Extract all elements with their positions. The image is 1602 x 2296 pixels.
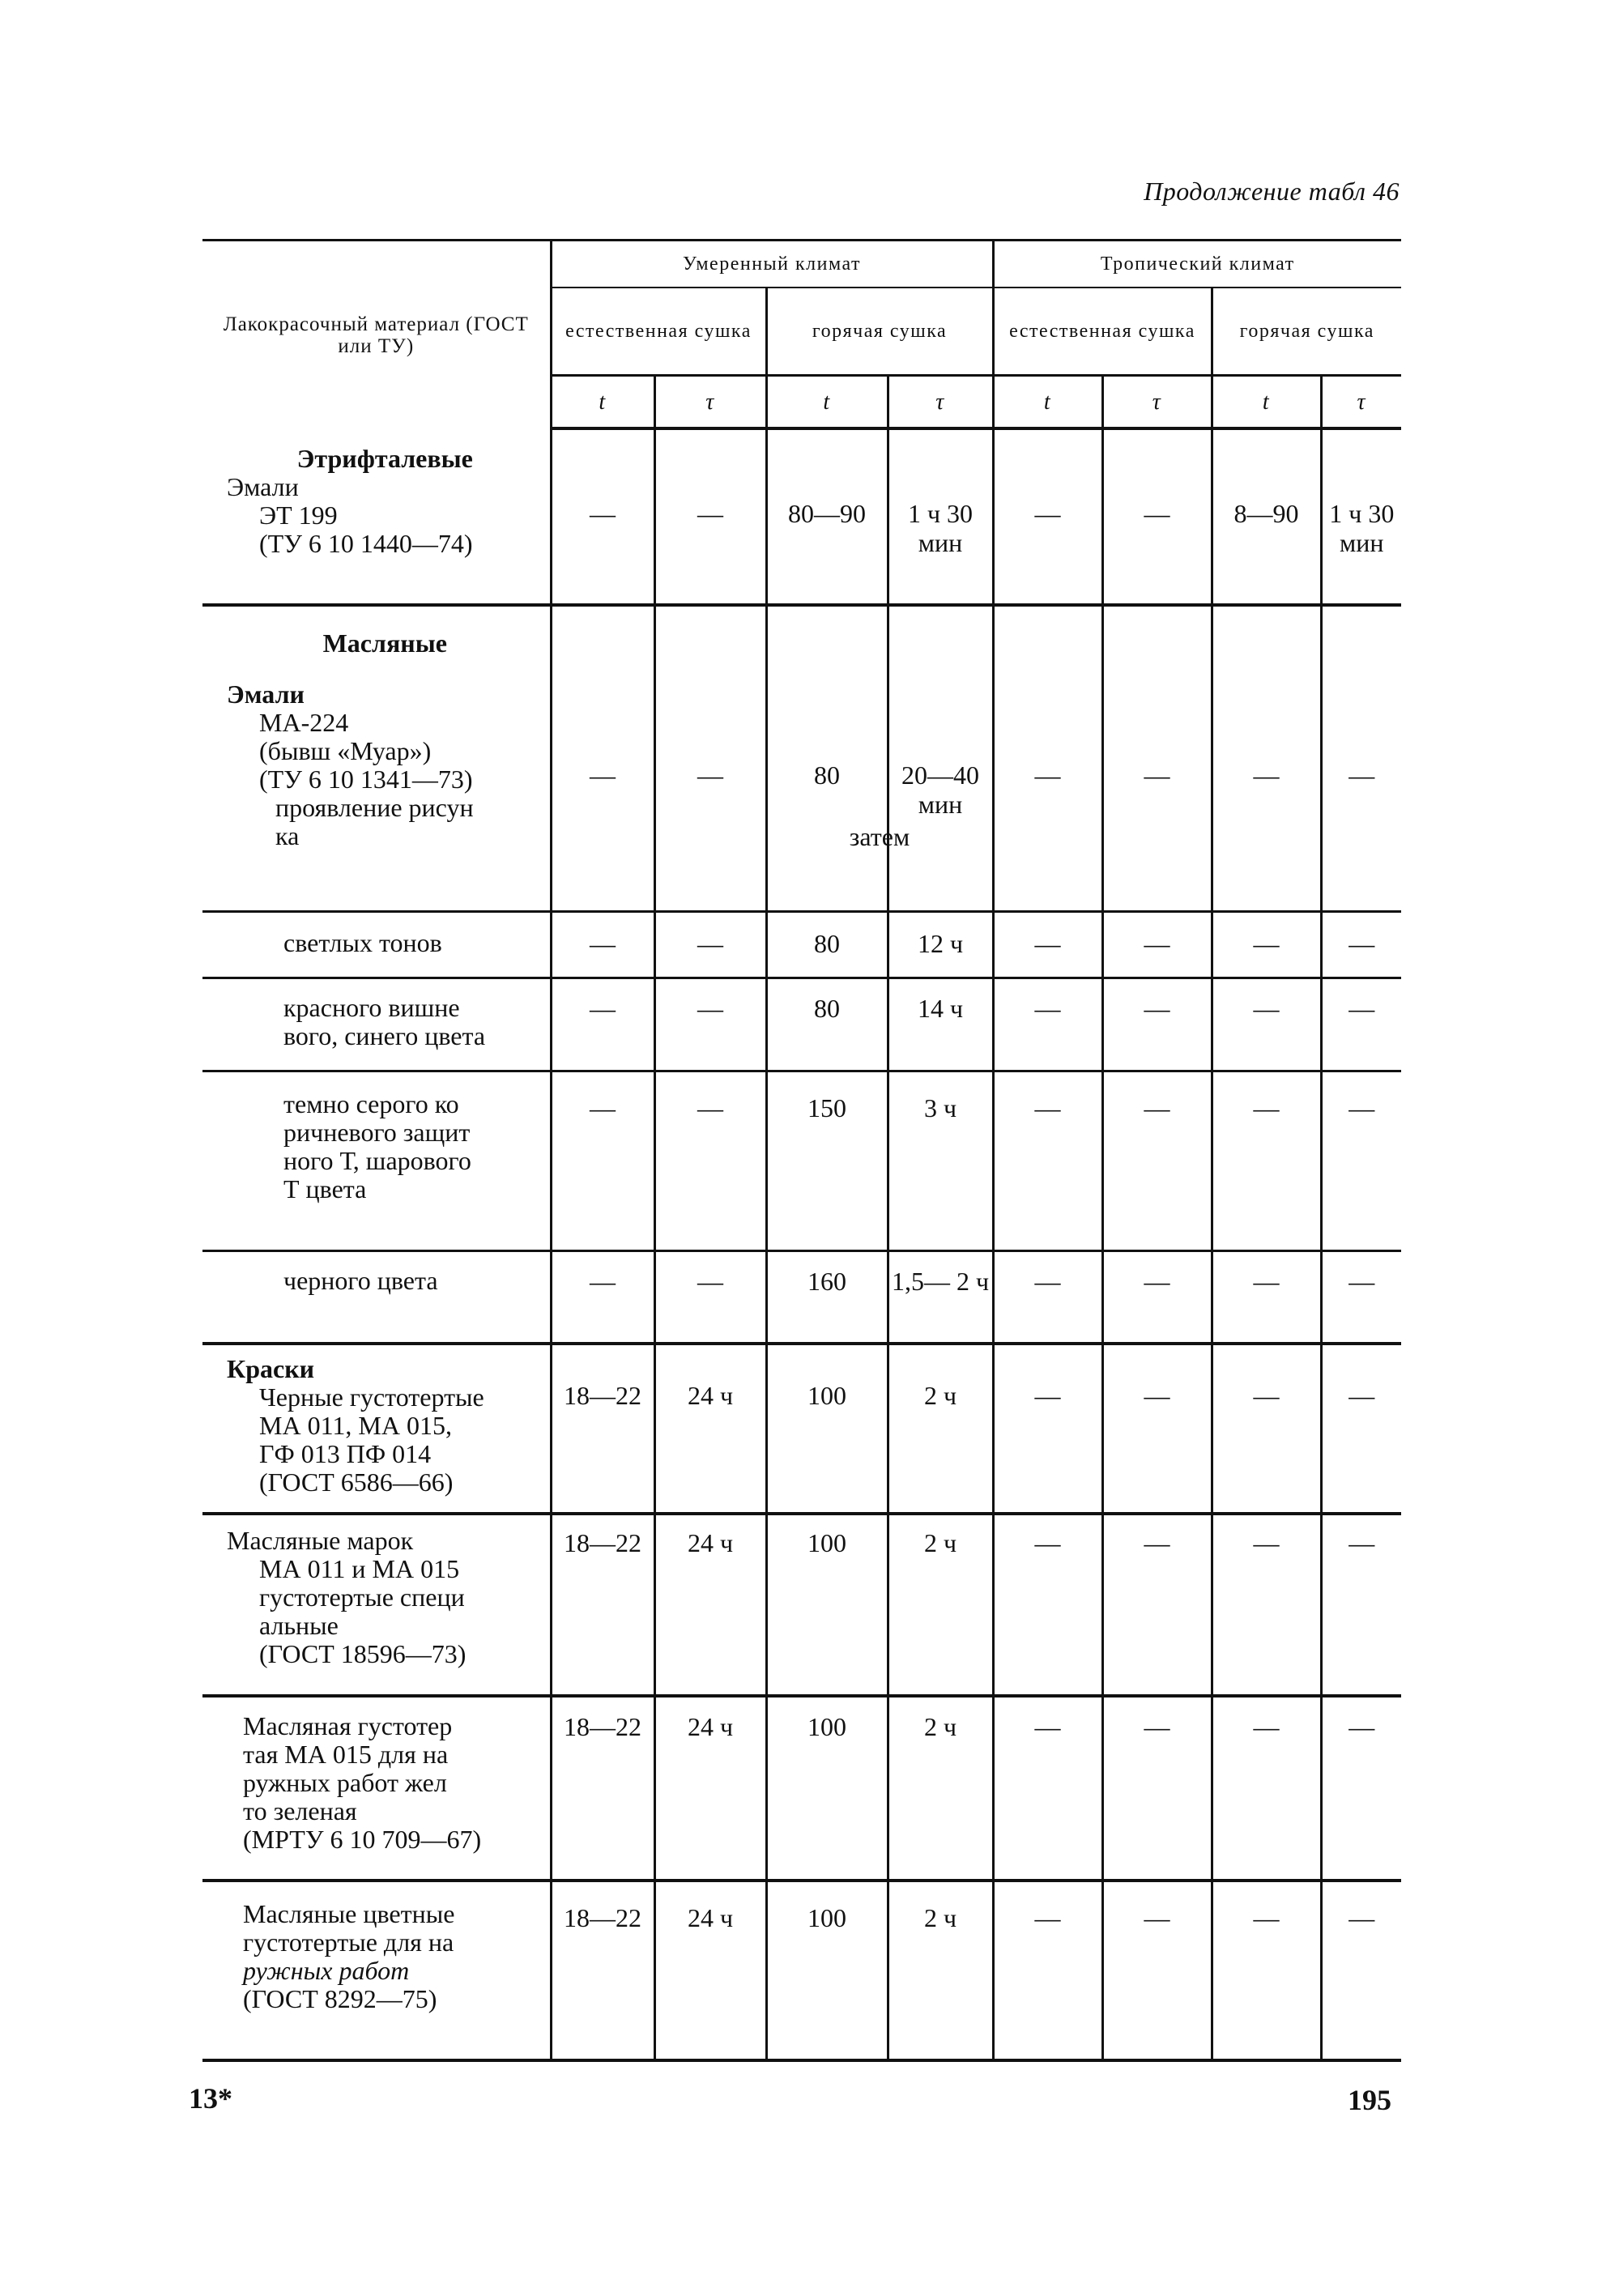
value-cell: — (654, 605, 766, 911)
value-cell: 12 ч (888, 911, 993, 978)
drying-conditions-table (202, 239, 1401, 2062)
material-line: ЭТ 199 (259, 501, 338, 530)
material-line: Т цвета (283, 1174, 367, 1203)
value-cell: 100 (766, 1344, 888, 1514)
value-cell: — (1212, 911, 1321, 978)
value-cell: 100 (766, 1514, 888, 1696)
value-cell: — (1321, 1344, 1401, 1514)
material-cell (202, 1071, 551, 1250)
material-line: Краски (227, 1354, 315, 1383)
material-line: МА-224 (259, 708, 349, 737)
value-cell: — (654, 911, 766, 978)
value-cell: — (1212, 1344, 1321, 1514)
value-cell: — (654, 978, 766, 1071)
material-line: вого, синего цвета (283, 1020, 486, 1050)
value-cell: — (1102, 1250, 1212, 1344)
value-cell: — (1212, 978, 1321, 1071)
value-cell: 18—22 (551, 1881, 654, 2060)
value-cell: — (1102, 428, 1212, 605)
table-row (202, 911, 1401, 978)
value-cell: — (993, 1344, 1102, 1514)
table-row (202, 1071, 1401, 1250)
value-cell: 24 ч (654, 1514, 766, 1696)
value-text: 20—40 мин (901, 760, 979, 819)
material-line: (ГОСТ 18596—73) (259, 1639, 467, 1668)
value-cell: 14 ч (888, 978, 993, 1071)
material-cell (202, 428, 551, 605)
material-line: темно серого ко (283, 1088, 459, 1118)
value-cell: 18—22 (551, 1696, 654, 1881)
t-header: t (1212, 376, 1321, 429)
material-cell (202, 978, 551, 1071)
value-cell: 2 ч (888, 1344, 993, 1514)
value-cell: — (1321, 605, 1401, 911)
value-cell: — (1321, 1881, 1401, 2060)
value-cell: 100 (766, 1696, 888, 1881)
material-line: (МРТУ 6 10 709—67) (243, 1825, 482, 1854)
value-cell: — (1212, 1514, 1321, 1696)
value-cell: 2 ч (888, 1514, 993, 1696)
material-line: альные (259, 1611, 339, 1640)
value-cell: — (993, 1250, 1102, 1344)
t-header: t (766, 376, 888, 429)
value-cell: — (1212, 1696, 1321, 1881)
value-cell: 2 ч (888, 1696, 993, 1881)
t-header: t (551, 376, 654, 429)
table-row (202, 1696, 1401, 1881)
material-line: густотертые специ (259, 1582, 465, 1612)
table-row (202, 978, 1401, 1071)
page-number: 195 (1348, 2084, 1391, 2116)
material-line: (ГОСТ 8292—75) (243, 1984, 437, 2013)
material-line: (ТУ 6 10 1341—73) (259, 765, 473, 794)
material-cell (202, 1696, 551, 1881)
value-cell: 160 (766, 1250, 888, 1344)
material-cell (202, 1881, 551, 2060)
material-line: Эмали (227, 472, 299, 501)
value-cell: — (654, 1250, 766, 1344)
value-cell: — (551, 978, 654, 1071)
value-cell: — (654, 1071, 766, 1250)
table-row (202, 1344, 1401, 1514)
value-cell: — (1321, 911, 1401, 978)
value-cell: — (1102, 1071, 1212, 1250)
value-cell: 24 ч (654, 1696, 766, 1881)
value-cell: — (1321, 978, 1401, 1071)
material-line: (ТУ 6 10 1440—74) (259, 529, 473, 558)
material-line: черного цвета (283, 1265, 438, 1295)
value-cell: 24 ч (654, 1344, 766, 1514)
material-line: ка (275, 821, 300, 850)
material-line: проявление рисун (275, 793, 474, 822)
value-cell: 3 ч (888, 1071, 993, 1250)
value-cell: — (1212, 1881, 1321, 2060)
table-row (202, 428, 1401, 605)
value-cell: — (993, 978, 1102, 1071)
table-row (202, 1250, 1401, 1344)
value-cell: 24 ч (654, 1881, 766, 2060)
material-line: густотертые для на (243, 1928, 454, 1957)
material-line: то зеленая (243, 1796, 357, 1825)
value-cell: 18—22 (551, 1514, 654, 1696)
value-cell: 1,5— 2 ч (888, 1250, 993, 1344)
value-cell: 2 ч (888, 1881, 993, 2060)
material-line: МА 011, МА 015, (259, 1411, 452, 1440)
tropical-climate-header: Тропический климат (993, 241, 1401, 288)
value-cell: — (551, 1071, 654, 1250)
tau-header: τ (1321, 376, 1401, 429)
value-cell: 150 (766, 1071, 888, 1250)
value-cell: 80—90 (766, 428, 888, 605)
value-cell: — (1212, 1250, 1321, 1344)
value-cell: 100 (766, 1881, 888, 2060)
value-cell: — (1102, 1514, 1212, 1696)
value-cell: — (654, 428, 766, 605)
material-line: Черные густотертые (259, 1382, 484, 1412)
natural-drying-header: естественная сушка (551, 288, 766, 376)
value-cell (849, 605, 993, 911)
material-line: Масляные цветные (243, 1899, 455, 1928)
moderate-climate-header: Умеренный климат (551, 241, 993, 288)
value-cell: — (1212, 605, 1321, 911)
value-cell: 1 ч 30 мин (888, 428, 993, 605)
material-column-header: Лакокрасочный материал (ГОСТ или ТУ) (202, 241, 551, 429)
value-cell: 80 (766, 978, 888, 1071)
value-cell: — (551, 911, 654, 978)
material-line: ричневого защит (283, 1117, 471, 1147)
tau-header: τ (1102, 376, 1212, 429)
value-cell: — (551, 428, 654, 605)
material-line: Масляная густотер (243, 1711, 453, 1740)
group-heading: Этрифталевые (296, 444, 473, 473)
value-cell: — (993, 1071, 1102, 1250)
material-line: светлых тонов (283, 927, 442, 957)
value-cell: — (993, 1514, 1102, 1696)
value-cell: — (1212, 1071, 1321, 1250)
hot-drying-tropical-header: горячая сушка (1212, 288, 1401, 376)
t-header: t (993, 376, 1102, 429)
material-cell (202, 1250, 551, 1344)
material-line: тая МА 015 для на (243, 1740, 449, 1769)
value-cell: 1 ч 30 мин (1321, 428, 1401, 605)
material-line: ного Т, шарового (283, 1145, 471, 1175)
table-row (202, 1514, 1401, 1696)
value-cell: — (993, 1696, 1102, 1881)
value-cell: — (1102, 1696, 1212, 1881)
value-cell: 8—90 (1212, 428, 1321, 605)
note-text: затем (849, 822, 910, 851)
material-line: ГФ 013 ПФ 014 (259, 1439, 432, 1468)
value-cell: — (1102, 911, 1212, 978)
material-cell (202, 1344, 551, 1514)
value-cell: — (993, 1881, 1102, 2060)
signature-mark: 13* (189, 2082, 232, 2115)
value-cell: — (551, 1250, 654, 1344)
value-text: 80 (814, 760, 840, 790)
value-cell: — (1321, 1696, 1401, 1881)
value-cell: — (993, 911, 1102, 978)
value-cell: — (1321, 1514, 1401, 1696)
material-cell (202, 605, 551, 911)
table-row (202, 1881, 1401, 2060)
tau-header: τ (888, 376, 993, 429)
value-cell: — (1102, 978, 1212, 1071)
value-cell (766, 605, 888, 911)
group-heading: Масляные (322, 628, 447, 658)
value-cell: — (1102, 605, 1212, 911)
value-cell: — (1102, 1344, 1212, 1514)
value-cell: 80 (766, 911, 888, 978)
material-cell (202, 911, 551, 978)
table-caption: Продолжение табл 46 (1144, 177, 1400, 206)
material-line: Масляные марок (227, 1526, 414, 1555)
material-line: (ГОСТ 6586—66) (259, 1467, 454, 1497)
value-cell: — (993, 428, 1102, 605)
tau-header: τ (654, 376, 766, 429)
material-line: Эмали (227, 679, 305, 709)
value-cell: 18—22 (551, 1344, 654, 1514)
value-cell: — (551, 605, 654, 911)
value-cell: — (1102, 1881, 1212, 2060)
material-line: ружных работ (243, 1956, 410, 1985)
material-cell (202, 1514, 551, 1696)
material-line: (бывш «Муар») (259, 736, 432, 765)
natural-drying-tropical-header: естественная сушка (993, 288, 1212, 376)
material-line: красного вишне (283, 992, 460, 1022)
value-cell: — (1321, 1071, 1401, 1250)
material-line: МА 011 и МА 015 (259, 1554, 460, 1583)
value-cell: — (1321, 1250, 1401, 1344)
material-line: ружных работ жел (243, 1768, 447, 1797)
value-cell: — (993, 605, 1102, 911)
hot-drying-header: горячая сушка (766, 288, 993, 376)
table-row (202, 605, 1401, 911)
